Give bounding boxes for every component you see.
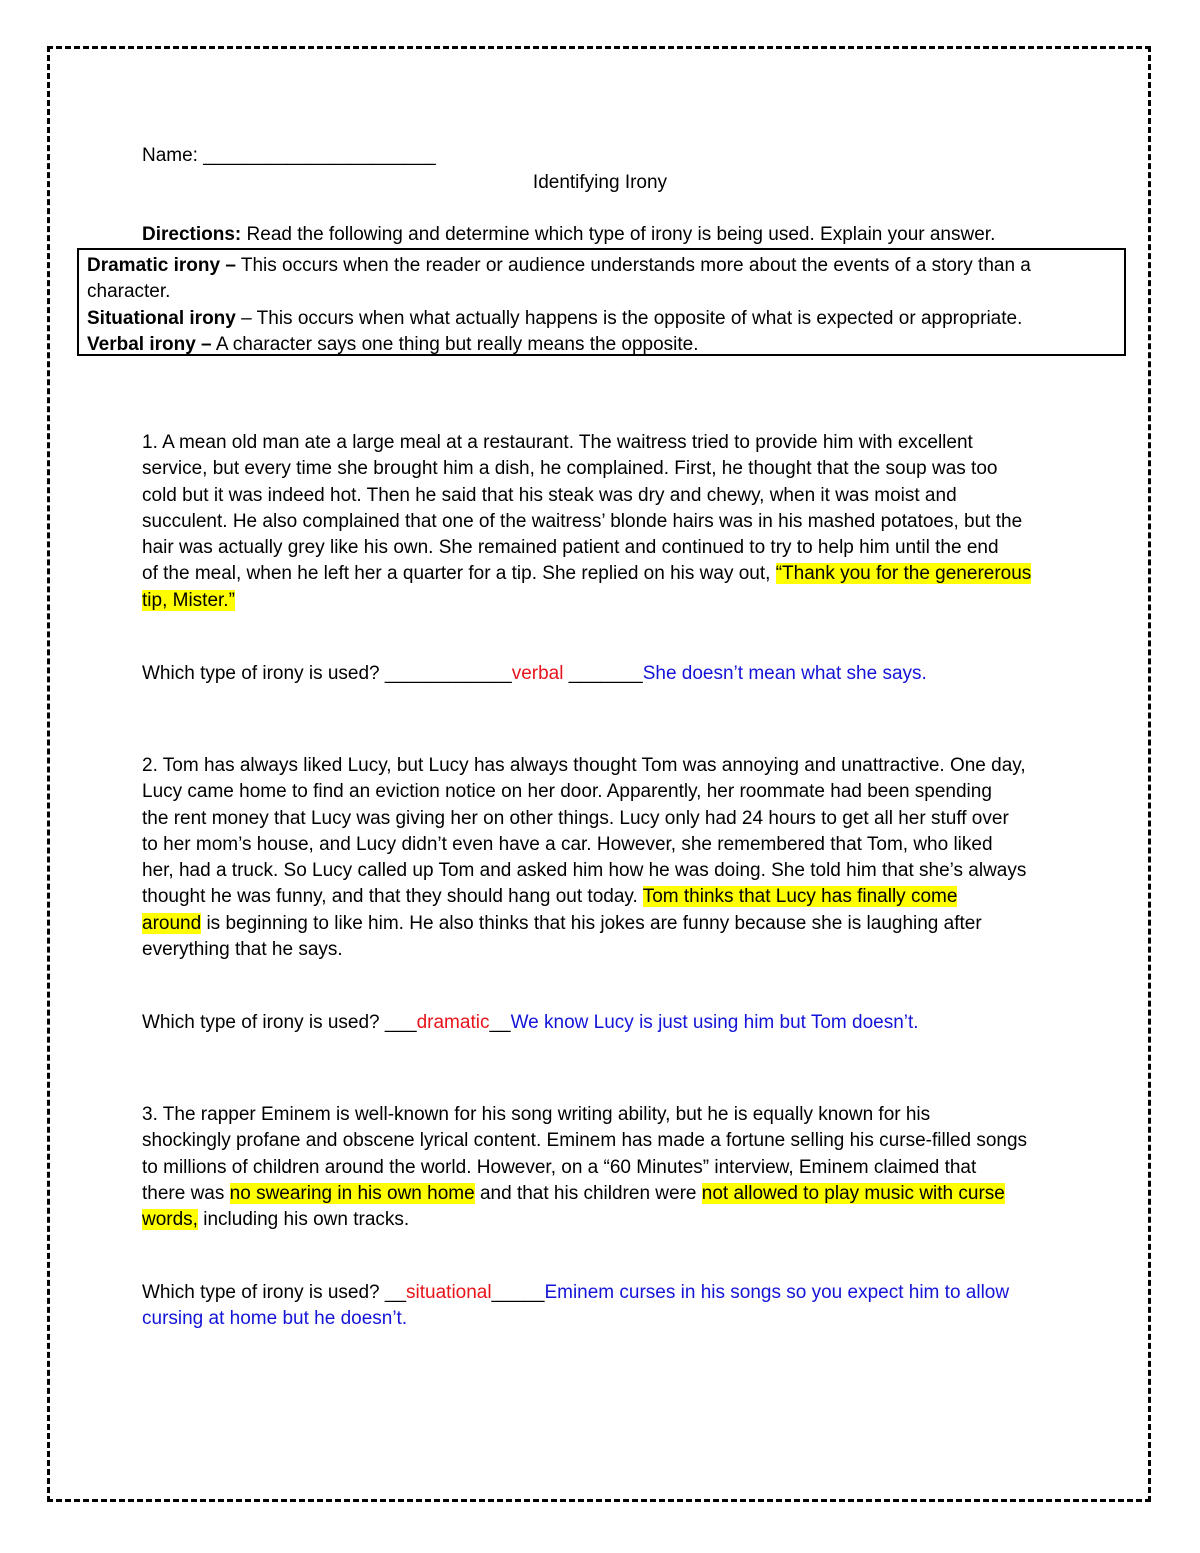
question-prompt: Which type of irony is used? ____________ xyxy=(142,663,512,684)
verbal-text: A character says one thing but really means the opposite. xyxy=(211,333,699,355)
passage-text: and that his children were xyxy=(474,1182,702,1204)
directions-text: Read the following and determine which type of irony is being used. Explain your answer. xyxy=(241,224,996,245)
answer-explanation: Eminem curses in his songs so you expect him to allow xyxy=(544,1282,1010,1303)
highlighted-text: words, xyxy=(142,1209,198,1231)
question-1-passage xyxy=(142,430,1072,614)
passage-text: thought he was funny, and that they should hang out today. xyxy=(142,886,643,908)
name-field: Name: ______________________ xyxy=(142,145,436,166)
dramatic-definition xyxy=(87,253,1116,279)
passage-line xyxy=(142,588,1072,614)
dramatic-text: This occurs when the reader or audience understands more about the events of a story than a xyxy=(235,255,1031,276)
situational-text: – This occurs when what actually happens is the opposite of what is expected or appropriate. xyxy=(235,307,1023,329)
passage-text: there was xyxy=(142,1182,230,1204)
verbal-term: Verbal irony – xyxy=(87,333,212,355)
passage-line: 2. Tom has always liked Lucy, but Lucy has always thought Tom was annoying and unattractive. One day, xyxy=(142,755,1026,776)
passage-line: the rent money that Lucy was giving her on other things. Lucy only had 24 hours to get all her stuff over xyxy=(142,807,1009,829)
verbal-definition xyxy=(87,332,1116,358)
dramatic-term: Dramatic irony – xyxy=(87,255,236,276)
passage-line: service, but every time she brought him a dish, he complained. First, he thought that the soup was too xyxy=(142,458,998,480)
passage-line xyxy=(142,1207,1072,1233)
question-2-answer-line xyxy=(142,1010,919,1036)
passage-line: succulent. He also complained that one of the waitress’ blonde hairs was in his mashed potatoes, but the xyxy=(142,510,1023,532)
passage-text: is beginning to like him. He also thinks that his jokes are funny because she is laughing after xyxy=(201,912,982,934)
passage-line: 3. The rapper Eminem is well-known for his song writing ability, but he is equally known for his xyxy=(142,1104,931,1125)
passage-line: shockingly profane and obscene lyrical content. Eminem has made a fortune selling his curse-filled songs xyxy=(142,1130,1028,1152)
passage-line xyxy=(142,561,1072,587)
passage-line: everything that he says. xyxy=(142,939,343,961)
answer-explanation: We know Lucy is just using him but Tom doesn’t. xyxy=(510,1012,919,1033)
passage-line: cold but it was indeed hot. Then he said that his steak was dry and chewy, when it was moist and xyxy=(142,484,957,506)
highlighted-text: no swearing in his own home xyxy=(229,1182,475,1204)
passage-line: to millions of children around the world. However, on a “60 Minutes” interview, Eminem claimed that xyxy=(142,1156,977,1178)
answer-explanation: She doesn’t mean what she says. xyxy=(642,663,927,684)
situational-definition xyxy=(87,306,1116,332)
highlighted-text: around xyxy=(142,912,202,934)
passage-line: to her mom’s house, and Lucy didn’t even have a car. However, she remembered that Tom, who liked xyxy=(142,833,993,855)
dramatic-text-cont: character. xyxy=(87,281,171,303)
passage-text: of the meal, when he left her a quarter for a tip. She replied on his way out, xyxy=(142,563,776,585)
page-title: Identifying Irony xyxy=(532,172,668,193)
answer-irony-type: verbal xyxy=(511,663,564,684)
passage-line: 1. A mean old man ate a large meal at a restaurant. The waitress tried to provide him with excellent xyxy=(142,432,973,453)
highlighted-quote: tip, Mister.” xyxy=(142,589,235,611)
answer-line xyxy=(142,1280,1072,1306)
question-prompt: Which type of irony is used? ___ xyxy=(142,1012,417,1033)
answer-blank: __ xyxy=(489,1012,511,1033)
answer-irony-type: situational xyxy=(406,1282,492,1303)
passage-line: Lucy came home to find an eviction notice on her door. Apparently, her roommate had been spending xyxy=(142,781,992,803)
question-3-answer-line xyxy=(142,1280,1072,1333)
passage-line xyxy=(142,911,1072,937)
directions-label: Directions: xyxy=(142,224,242,245)
passage-line xyxy=(142,884,1072,910)
passage-line: hair was actually grey like his own. She remained patient and continued to try to help him until the end xyxy=(142,537,999,559)
definitions-box xyxy=(77,248,1126,356)
answer-blank: _____ xyxy=(491,1282,545,1303)
question-3-passage xyxy=(142,1102,1072,1233)
question-prompt: Which type of irony is used? __ xyxy=(142,1282,407,1303)
answer-explanation-cont: cursing at home but he doesn’t. xyxy=(142,1308,408,1330)
highlighted-text: not allowed to play music with curse xyxy=(701,1182,1005,1204)
directions xyxy=(142,222,995,248)
passage-line xyxy=(142,1181,1072,1207)
situational-term: Situational irony xyxy=(87,307,236,329)
passage-text: including his own tracks. xyxy=(197,1209,410,1231)
question-2-passage xyxy=(142,753,1072,963)
passage-line: her, had a truck. So Lucy called up Tom and asked him how he was doing. She told him that she’s always xyxy=(142,860,1027,882)
highlighted-quote: “Thank you for the genererous xyxy=(775,563,1032,585)
highlighted-text: Tom thinks that Lucy has finally come xyxy=(642,886,958,908)
answer-irony-type: dramatic xyxy=(416,1012,490,1033)
question-1-answer-line xyxy=(142,661,927,687)
answer-blank: _______ xyxy=(563,663,643,684)
